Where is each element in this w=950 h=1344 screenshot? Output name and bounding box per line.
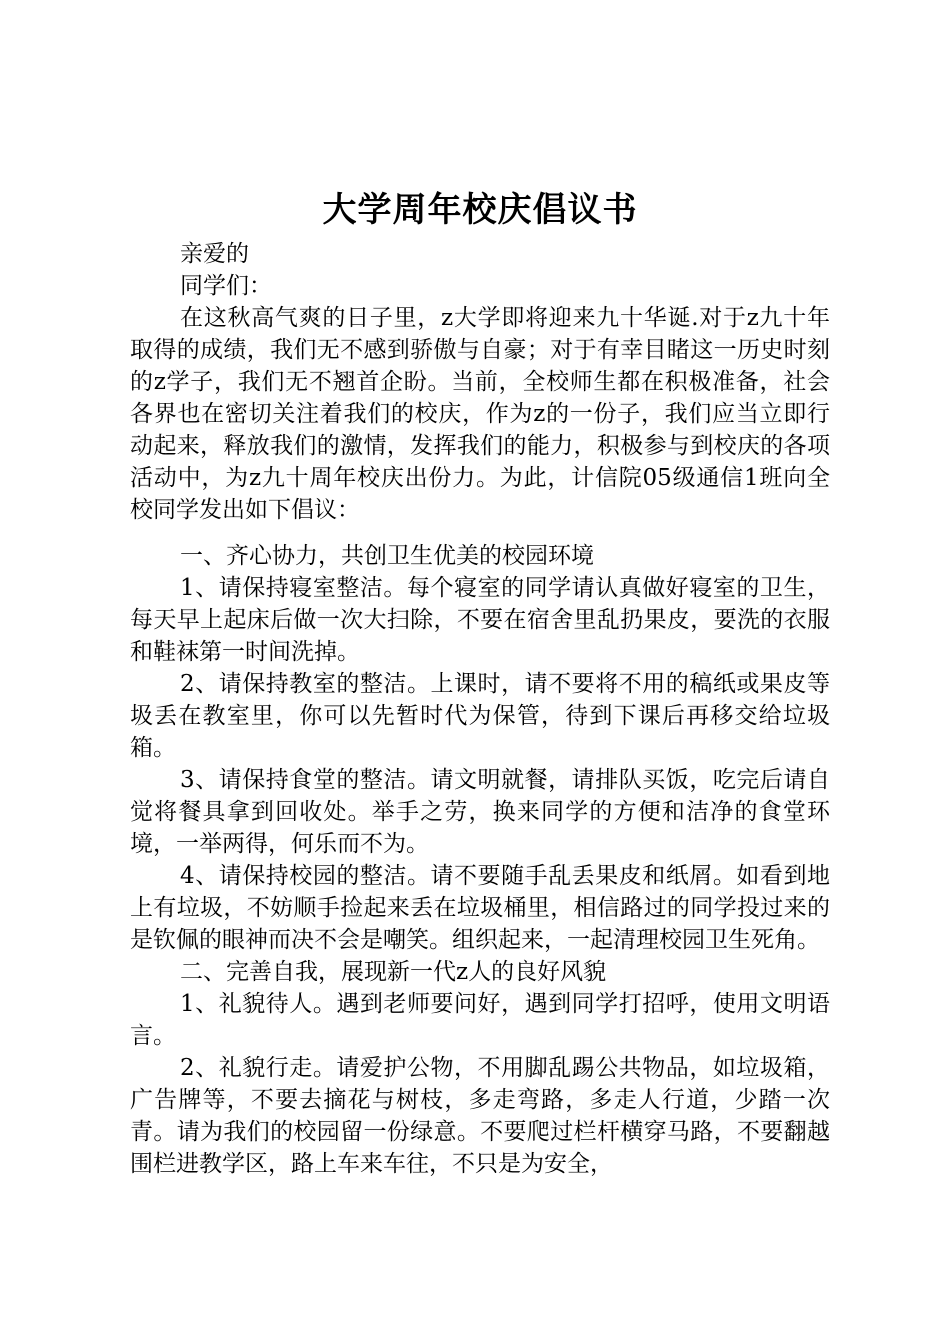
item-canteen: 3、请保持食堂的整洁。请文明就餐，请排队买饭，吃完后请自觉将餐具拿到回收处。举手之劳，换来同学的方便和洁净的食堂环境，一举两得，何乐而不为。	[130, 767, 830, 857]
intro-paragraph: 在这秋高气爽的日子里，z大学即将迎来九十华诞.对于z九十年取得的成绩，我们无不感到骄傲与自豪；对于有幸目睹这一历史时刻的z学子，我们无不翘首企盼。当前，全校师生都在积极准备，社会各界也在密切关注着我们的校庆，作为z的一份子，我们应当立即行动起来，释放我们的激情，发挥我们的能力，积极参与到校庆的各项活动中，为z九十周年校庆出份力。为此，计信院05级通信1班向全校同学发出如下倡议：	[130, 305, 830, 523]
item-walking: 2、礼貌行走。请爱护公物，不用脚乱踢公共物品，如垃圾箱，广告牌等，不要去摘花与树枝，多走弯路，多走人行道，少踏一次青。请为我们的校园留一份绿意。不要爬过栏杆横穿马路，不要翻越围栏进教学区，路上车来车往，不只是为安全，	[130, 1055, 830, 1177]
document-page	[130, 186, 830, 1180]
item-campus: 4、请保持校园的整洁。请不要随手乱丢果皮和纸屑。如看到地上有垃圾，不妨顺手捡起来丢在垃圾桶里，相信路过的同学投过来的是钦佩的眼神而决不会是嘲笑。组织起来，一起清理校园卫生死角。	[130, 863, 830, 953]
salutation-line-2: 同学们：	[180, 273, 272, 299]
document-title: 大学周年校庆倡议书	[322, 190, 638, 230]
item-classroom: 2、请保持教室的整洁。上课时，请不要将不用的稿纸或果皮等圾丢在教室里，你可以先暂时代为保管，待到下课后再移交给垃圾箱。	[130, 671, 830, 761]
section-heading-2: 二、完善自我，展现新一代z人的良好风貌	[180, 959, 607, 985]
item-courtesy: 1、礼貌待人。遇到老师要问好，遇到同学打招呼，使用文明语言。	[130, 991, 830, 1049]
section-heading-1: 一、齐心协力，共创卫生优美的校园环境	[180, 543, 594, 569]
salutation-line-1: 亲爱的	[180, 241, 249, 267]
item-dorm: 1、请保持寝室整洁。每个寝室的同学请认真做好寝室的卫生，每天早上起床后做一次大扫除，不要在宿舍里乱扔果皮，要洗的衣服和鞋袜第一时间洗掉。	[130, 575, 830, 665]
